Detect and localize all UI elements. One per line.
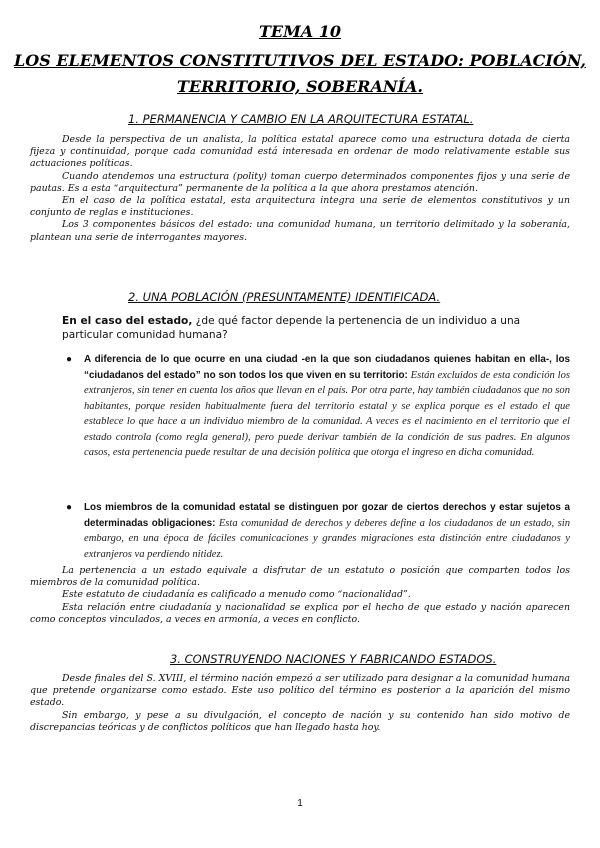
section-1-heading: 1. PERMANENCIA Y CAMBIO EN LA ARQUITECTURA ESTATAL.	[128, 112, 474, 126]
bullet-dot-icon: ●	[66, 502, 73, 513]
paragraph: Desde finales del S. XVIII, el término nación empezó a ser utilizado para designar a la comunidad humana que pretende organizarse como estado. Este uso político del término es posterior a la aparición del mismo estado.	[30, 673, 570, 709]
section-2-heading: 2. UNA POBLACIÓN (PRESUNTAMENTE) IDENTIFICADA.	[128, 290, 441, 304]
bullet-item	[66, 500, 570, 562]
document-title: LOS ELEMENTOS CONSTITUTIVOS DEL ESTADO: POBLACIÓN, TERRITORIO, SOBERANÍA.	[14, 51, 586, 96]
bullet-text: Están excluidos de esta condición los extranjeros, sin tener en cuenta los años que llevan en el país. Por otra parte, hay también ciudadanos que no son habitantes, porque residen habitualmente fuera del territorio estatal y se explica porque es el estado el que establece lo que hace a un individuo miembro de la comunidad. A veces es el nacimiento en el territorio que el estado controla (como regla general), pero puede derivar también de la condición de sus padres. En algunos casos, esta pertenencia puede resultar de una decisión política que otorga el ingreso en dicha comunidad.	[84, 369, 570, 458]
paragraph: La pertenencia a un estado equivale a disfrutar de un estatuto o posición que comparten todos los miembros de la comunidad política.	[30, 565, 570, 589]
paragraph: Los 3 componentes básicos del estado: una comunidad humana, un territorio delimitado y la soberanía, plantean una serie de interrogantes mayores.	[30, 219, 570, 243]
bullet-lead: Los miembros de la comunidad estatal se distinguen por gozar de ciertos derechos y estar sujetos a determinadas obligaciones:	[84, 502, 570, 529]
paragraph: Este estatuto de ciudadanía es calificado a menudo como “nacionalidad”.	[62, 589, 411, 601]
bullet-lead: A diferencia de lo que ocurre en una ciudad -en la que son ciudadanos quienes habitan en ella-, los “ciudadanos del estado” no son todos los que viven en su territorio:	[84, 354, 570, 381]
paragraph: Esta relación entre ciudadanía y nacionalidad se explica por el hecho de que estado y nación aparecen como conceptos vinculados, a veces en armonía, a veces en conflicto.	[30, 601, 570, 625]
paragraph: En el caso de la política estatal, esta arquitectura integra una serie de elementos constitutivos y un conjunto de reglas e instituciones.	[30, 195, 570, 219]
bullet-text: Esta comunidad de derechos y deberes define a los ciudadanos de un estado, sin embargo, en una época de fáciles comunicaciones y grandes migraciones esta distinción entre ciudadanos y extranjeros va perdiendo nitidez.	[84, 517, 570, 560]
page-number: 1	[297, 798, 303, 809]
document-title-topic: TEMA 10	[258, 22, 342, 41]
section-2-body	[30, 565, 570, 626]
bullet-item	[66, 352, 570, 461]
bullet-dot-icon: ●	[66, 354, 73, 365]
section-3-heading: 3. CONSTRUYENDO NACIONES Y FABRICANDO ESTADOS.	[170, 652, 497, 666]
section-3-body	[30, 673, 570, 734]
question-lead: En el caso del estado,	[62, 315, 193, 327]
paragraph: Cuando atendemos una estructura (polity) toman cuerpo determinados componentes fijos y una serie de pautas. Es a esta “arquitectura” permanente de la política a la que ahora prestamos atención.	[30, 170, 570, 194]
paragraph: Sin embargo, y pese a su divulgación, el concepto de nación y su contenido han sido motivo de discrepancias teóricas y de conflictos políticos que han llegado hasta hoy.	[30, 709, 570, 733]
section-2-question	[62, 314, 570, 342]
section-1-body	[30, 134, 570, 244]
question-text: ¿de qué factor depende la pertenencia de un individuo a una particular comunidad humana?	[62, 315, 521, 341]
paragraph: Desde la perspectiva de un analista, la política estatal aparece como una estructura dotada de cierta fijeza y continuidad, porque cada comunidad está interesada en ordenar de modo relativamente estable sus actuaciones políticas.	[30, 134, 570, 170]
